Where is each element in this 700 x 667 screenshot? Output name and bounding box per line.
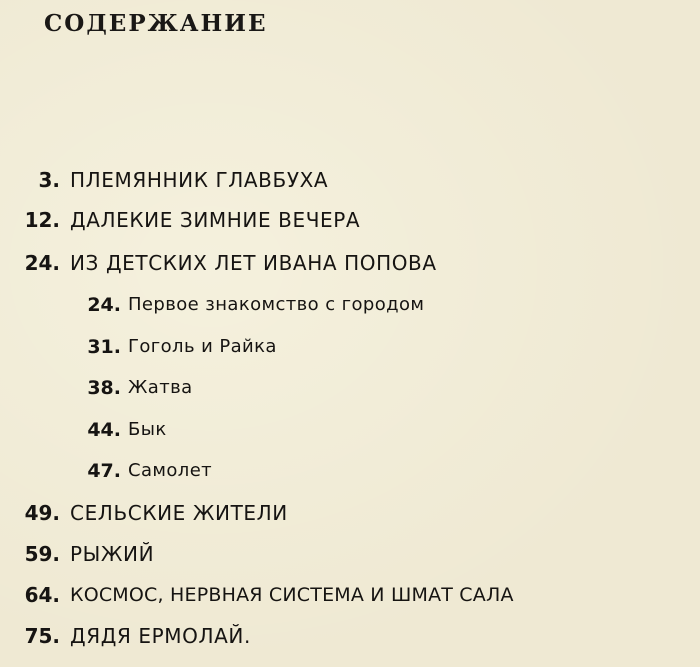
toc-entry-title: ДЯДЯ ЕРМОЛАЙ.	[70, 624, 251, 648]
toc-entry-title: КОСМОС, НЕРВНАЯ СИСТЕМА И ШМАТ САЛА	[70, 584, 514, 606]
toc-page-number: 24.	[24, 251, 60, 275]
toc-entry-title: СЕЛЬСКИЕ ЖИТЕЛИ	[70, 501, 288, 525]
toc-page-number: 24.	[87, 294, 121, 316]
toc-entry-title: Самолет	[128, 460, 213, 481]
toc-entry-title: ДАЛЕКИЕ ЗИМНИЕ ВЕЧЕРА	[70, 208, 361, 232]
toc-page-number: 59.	[24, 542, 60, 566]
toc-page-number: 44.	[87, 419, 121, 441]
toc-entry-title: РЫЖИЙ	[70, 542, 155, 566]
toc-page-number: 38.	[87, 377, 121, 399]
toc-page-number: 47.	[87, 460, 121, 482]
toc-page-number: 64.	[24, 583, 60, 607]
toc-page-number: 3.	[38, 168, 60, 192]
toc-entry-title: Бык	[128, 419, 167, 440]
toc-page-number: 31.	[87, 336, 121, 358]
toc-entry-title: ИЗ ДЕТСКИХ ЛЕТ ИВАНА ПОПОВА	[70, 251, 437, 275]
toc-page-number: 49.	[24, 501, 60, 525]
toc-entry-title: Гоголь и Райка	[128, 336, 277, 357]
toc-entry-title: ПЛЕМЯННИК ГЛАВБУХА	[70, 168, 329, 192]
page-title: СОДЕРЖАНИЕ	[44, 10, 268, 37]
toc-page-number: 12.	[24, 208, 60, 232]
toc-entry-title: Жатва	[128, 377, 193, 398]
toc-page-number: 75.	[24, 624, 60, 648]
toc-entry-title: Первое знакомство с городом	[128, 294, 425, 315]
